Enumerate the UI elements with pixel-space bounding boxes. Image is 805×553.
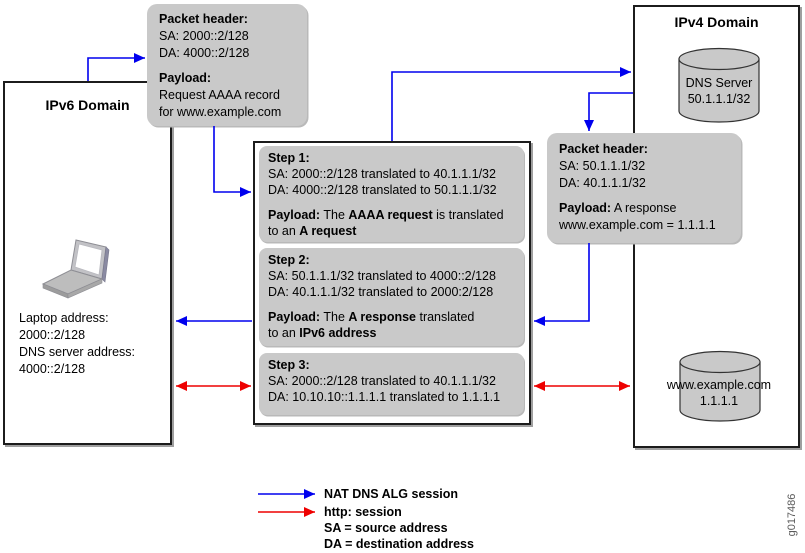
step-1-payload-text-b: is translated [432,208,504,222]
step-2-sa: SA: 50.1.1.1/32 translated to 4000::2/128 [268,269,496,283]
dns-server-name: DNS Server [685,76,753,90]
step-3-title: Step 3: [268,358,310,372]
laptop-icon [38,238,112,300]
step-2-title: Step 2: [268,253,310,267]
request-packet-sa: SA: 2000::2/128 [159,29,249,43]
step-1-sa: SA: 2000::2/128 translated to 40.1.1.1/32 [268,167,496,181]
step-1-title: Step 1: [268,151,310,165]
response-packet-header-label: Packet header: [559,142,648,156]
step-1-payload-text-a: The [320,208,349,222]
step-1-payload-bold-a: AAAA request [348,208,433,222]
ipv6-domain-box [3,81,172,445]
web-server-address: 1.1.1.1 [699,394,739,408]
response-packet-payload-label: Payload: [559,201,612,215]
step-3-card [259,353,524,415]
response-packet-payload-text: A response [611,201,677,215]
request-packet-da: DA: 4000::2/128 [159,46,250,60]
step-1-payload-text-c: to an [268,224,300,238]
laptop-address-label: Laptop address: [19,311,109,325]
response-packet-sa: SA: 50.1.1.1/32 [559,159,646,173]
legend-da-definition: DA = destination address [324,537,474,551]
step-2-payload-text-a: The [320,310,349,324]
request-packet-header-label: Packet header: [159,12,248,26]
nat-arrow-ipv4-domain-to-response-packet [589,93,633,131]
ipv6-domain-title: IPv6 Domain [45,97,130,113]
request-packet-payload-label: Payload: [159,71,212,85]
legend-nat-label: NAT DNS ALG session [324,487,459,501]
response-packet-da: DA: 40.1.1.1/32 [559,176,646,190]
web-server-name: www.example.com [666,378,772,392]
step-3-sa: SA: 2000::2/128 translated to 40.1.1.1/32 [268,374,496,388]
step-2-payload-bold-a: A response [348,310,416,324]
response-packet-payload-line2: www.example.com = 1.1.1.1 [559,218,716,232]
step-1-da: DA: 4000::2/128 translated to 50.1.1.1/32 [268,183,497,197]
request-packet-payload-line2: for www.example.com [159,105,282,119]
step-2-payload-bold-b: IPv6 address [299,326,377,340]
legend-sa-definition: SA = source address [324,521,448,535]
figure-id-watermark: g017486 [786,493,798,537]
ipv6-address-block [19,310,135,378]
step-2-payload-text-c: to an [268,326,300,340]
dns-server-labels [655,75,783,107]
request-packet-payload-line1: Request AAAA record [159,88,280,102]
nat-arrow-request-packet-to-step1 [214,126,251,192]
step-2-payload-label: Payload: [268,310,321,324]
web-server-labels [648,377,790,409]
laptop-address-value: 2000::2/128 [19,328,86,342]
step-3-da: DA: 10.10.10::1.1.1.1 translated to 1.1.1.1 [268,390,501,404]
nat-arrow-step1-to-ipv4-domain [392,72,631,141]
dns-server-address-label: DNS server address: [19,345,136,359]
dns-server-address-value: 4000::2/128 [19,362,86,376]
dns-server-address: 50.1.1.1/32 [687,92,751,106]
legend-http-label: http: session [324,505,402,519]
ipv4-domain-title: IPv4 Domain [674,14,759,30]
step-1-card [259,146,524,242]
step-2-payload-text-b: translated [416,310,475,324]
request-packet-card [147,4,307,126]
step-1-payload-bold-b: A request [299,224,357,238]
nat-arrow-laptop-to-request-packet [88,58,145,81]
nat-arrow-response-packet-to-step2 [534,243,589,321]
step-2-card [259,248,524,346]
response-packet-card [547,133,741,243]
step-2-da: DA: 40.1.1.1/32 translated to 2000:2/128 [268,285,494,299]
step-1-payload-label: Payload: [268,208,321,222]
